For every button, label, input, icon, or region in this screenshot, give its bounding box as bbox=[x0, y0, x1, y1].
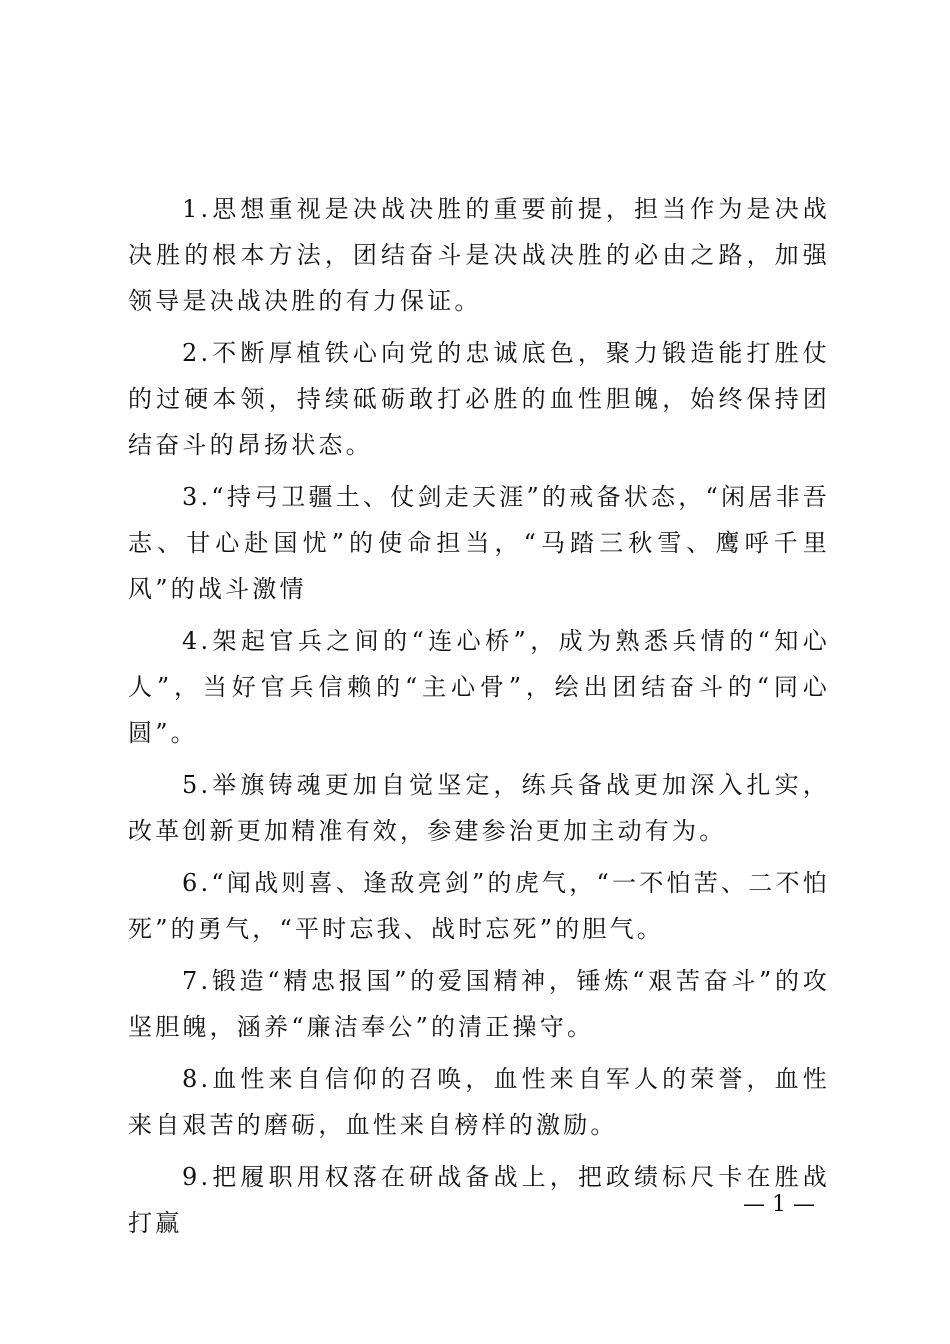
paragraph-7: 7.锻造“精忠报国”的爱国精神，锤炼“艰苦奋斗”的攻坚胆魄，涵养“廉洁奉公”的清正操守。 bbox=[128, 967, 830, 1041]
paragraph-1: 1.思想重视是决战决胜的重要前提，担当作为是决战决胜的根本方法，团结奋斗是决战决胜的必由之路，加强领导是决战决胜的有力保证。 bbox=[128, 195, 830, 315]
paragraph-2: 2.不断厚植铁心向党的忠诚底色，聚力锻造能打胜仗的过硬本领，持续砥砺敢打必胜的血性胆魄，始终保持团结奋斗的昂扬状态。 bbox=[128, 339, 830, 459]
page-number: — 1 — bbox=[743, 1192, 815, 1217]
paragraph-8: 8.血性来自信仰的召唤，血性来自军人的荣誉，血性来自艰苦的磨砺，血性来自榜样的激励。 bbox=[128, 1065, 830, 1139]
paragraph-6: 6.“闻战则喜、逢敌亮剑”的虎气，“一不怕苦、二不怕死”的勇气，“平时忘我、战时忘死”的胆气。 bbox=[128, 869, 830, 943]
paragraph-4: 4.架起官兵之间的“连心桥”，成为熟悉兵情的“知心人”，当好官兵信赖的“主心骨”，绘出团结奋斗的“同心圆”。 bbox=[128, 627, 830, 747]
paragraph-3: 3.“持弓卫疆土、仗剑走天涯”的戒备状态，“闲居非吾志、甘心赴国忧”的使命担当，“马踏三秋雪、鹰呼千里风”的战斗激情 bbox=[128, 483, 830, 603]
document-body bbox=[128, 186, 830, 1252]
paragraph-5: 5.举旗铸魂更加自觉坚定，练兵备战更加深入扎实，改革创新更加精准有效，参建参治更加主动有为。 bbox=[128, 771, 830, 845]
paragraph-9: 9.把履职用权落在研战备战上，把政绩标尺卡在胜战打赢 bbox=[128, 1163, 830, 1237]
